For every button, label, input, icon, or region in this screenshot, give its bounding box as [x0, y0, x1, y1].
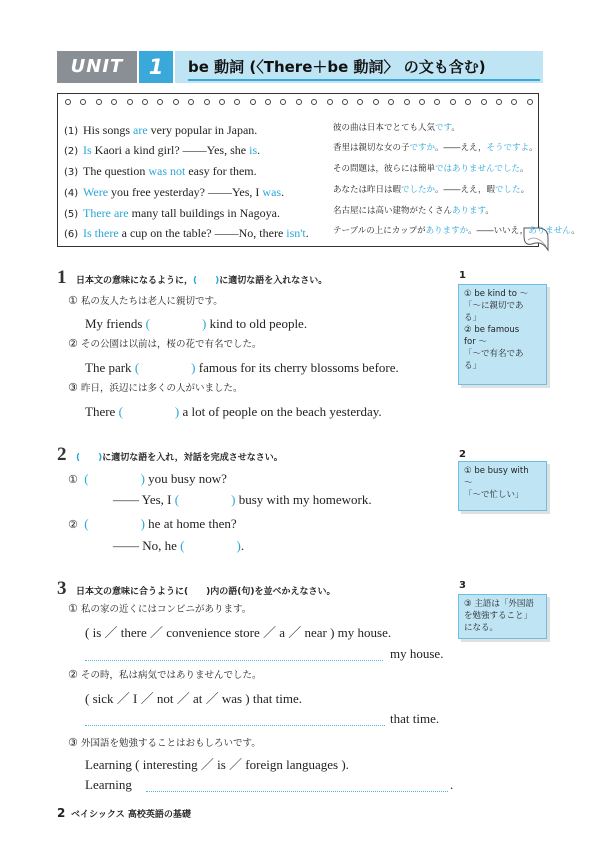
example-english — [83, 206, 280, 220]
highlight-text: was not — [148, 164, 186, 178]
example-number: (2) — [64, 146, 79, 157]
text-segment: . — [305, 226, 309, 240]
binder-dot — [327, 99, 333, 105]
highlight-text: Were — [83, 185, 109, 199]
sentence-end: famous for its cherry blossoms before. — [198, 360, 399, 375]
highlight-text: です — [435, 123, 452, 133]
highlight-text: is — [249, 143, 258, 157]
unit-title: be 動詞 (〈There＋be 動詞〉 の文も含む) — [188, 58, 486, 76]
item-number: ② — [68, 337, 78, 350]
text-segment: a cup on the table? ――No, there — [118, 226, 287, 240]
example-japanese — [333, 141, 538, 153]
example-number: (5) — [64, 209, 79, 220]
scrambled-words: Learning ( interesting ／ is ／ foreign languages ). — [85, 757, 349, 772]
example-japanese — [333, 183, 529, 195]
answer-blank[interactable]: ( ) — [84, 471, 145, 486]
binder-dot — [188, 99, 194, 105]
text-segment: に適切な語を入れなさい。 — [219, 276, 328, 286]
question-text: 昨日，浜辺には多くの人がいました。 — [81, 383, 243, 394]
note-label: 1 — [459, 270, 466, 281]
answer-line — [113, 489, 372, 508]
sentence-start: ―― No, he — [113, 538, 177, 553]
section-title — [76, 273, 327, 286]
text-segment: 日本文の意味になるように， — [76, 276, 194, 286]
question-text: その公園は以前は，桜の花で有名でした。 — [81, 339, 262, 350]
text-segment: 。 — [571, 226, 580, 236]
note-line: になる。 — [464, 623, 499, 633]
text-segment: The question — [83, 164, 149, 178]
binder-dot — [234, 99, 240, 105]
text-segment: you free yesterday? ――Yes, I — [108, 185, 263, 199]
unit-number: 1 — [139, 51, 173, 83]
binder-dot — [450, 99, 456, 105]
binder-dot — [65, 99, 71, 105]
sentence-end: my house. — [390, 646, 444, 661]
note-line: る」 — [464, 313, 482, 323]
text-segment: 名古屋には高い建物がたくさん — [333, 206, 453, 216]
sentence-start: ―― Yes, I — [113, 492, 172, 507]
note-label: 2 — [459, 449, 466, 460]
book-title: ベイシックス 高校英語の基礎 — [71, 810, 191, 820]
note-line: ① be kind to ～ — [464, 289, 529, 299]
text-segment: 。――ええ， — [435, 143, 487, 153]
highlight-text: でした — [495, 185, 521, 195]
binder-dot — [527, 99, 533, 105]
answer-line[interactable] — [85, 660, 383, 661]
note-line: 「～で忙しい」 — [464, 490, 524, 500]
highlight-text: ( ) — [76, 453, 103, 463]
sentence-start: The park — [85, 360, 132, 375]
binder-dot — [511, 99, 517, 105]
highlight-text: でしたか — [401, 185, 436, 195]
text-segment: 。 — [485, 206, 494, 216]
note-line: ① be busy with — [464, 466, 529, 476]
text-segment: 。 — [520, 164, 529, 174]
sentence-end: he at home then? — [148, 516, 237, 531]
binder-dot — [265, 99, 271, 105]
binder-dots — [65, 97, 533, 107]
sentence-end: a lot of people on the beach yesterday. — [182, 404, 382, 419]
highlight-text: そうですよ — [486, 143, 530, 153]
highlight-text: Is — [83, 143, 92, 157]
binder-dot — [173, 99, 179, 105]
highlight-text: was — [262, 185, 282, 199]
sentence-start: Learning — [85, 777, 132, 792]
binder-dot — [296, 99, 302, 105]
binder-dot — [157, 99, 163, 105]
binder-dot — [280, 99, 286, 105]
question-prompt — [68, 380, 243, 394]
binder-dot — [127, 99, 133, 105]
answer-line — [113, 535, 244, 554]
section-number: 3 — [57, 578, 67, 599]
binder-dot — [373, 99, 379, 105]
answer-line — [85, 313, 307, 332]
text-segment: Kaori a kind girl? ――Yes, she — [91, 143, 250, 157]
example-english — [83, 185, 284, 199]
item-number: ② — [68, 518, 78, 531]
answer-line — [85, 357, 399, 376]
text-segment: 。――ええ，暇 — [435, 185, 496, 195]
note-line: ③ 主語は「外国語 — [464, 599, 534, 609]
highlight-text: ありますか — [425, 226, 469, 236]
note-line: を勉強すること」 — [464, 611, 533, 621]
text-segment: 香里は親切な女の子 — [333, 143, 410, 153]
text-segment: 。 — [529, 143, 538, 153]
section-number: 2 — [57, 444, 67, 465]
sentence-end: that time. — [390, 711, 440, 726]
text-segment: easy for them. — [185, 164, 257, 178]
binder-dot — [142, 99, 148, 105]
answer-line — [68, 468, 227, 487]
highlight-text: ですか — [409, 143, 436, 153]
hint-note — [458, 461, 547, 511]
item-number: ② — [68, 668, 78, 681]
question-prompt — [68, 601, 251, 615]
item-number: ① — [68, 294, 78, 307]
note-line: for ～ — [464, 337, 487, 347]
sentence-end: . — [240, 538, 245, 553]
highlight-text: あります — [452, 206, 486, 216]
highlight-text: ( ) — [193, 276, 220, 286]
text-segment: に適切な語を入れ，対話を完成させなさい。 — [102, 453, 283, 463]
text-segment: . — [281, 185, 285, 199]
question-text: 私の家の近くにはコンビニがあります。 — [81, 604, 252, 615]
item-number: ③ — [68, 736, 78, 749]
hint-note — [458, 284, 547, 385]
section-number: 1 — [57, 267, 67, 288]
example-english — [83, 164, 257, 178]
binder-dot — [80, 99, 86, 105]
text-segment: very popular in Japan. — [147, 123, 258, 137]
section-title — [76, 450, 283, 463]
example-number: (4) — [64, 188, 79, 199]
answer-line[interactable] — [85, 725, 385, 726]
note-label: 3 — [459, 580, 466, 591]
example-row — [64, 222, 309, 240]
scrambled-words: ( is ／ there ／ convenience store ／ a ／ near ) my house. — [85, 625, 392, 640]
item-number: ① — [68, 473, 78, 486]
note-line: る」 — [464, 361, 482, 371]
binder-dot — [496, 99, 502, 105]
page-number: 2 — [57, 806, 66, 820]
item-number: ③ — [68, 381, 78, 394]
text-segment: 。 — [451, 123, 460, 133]
question-prompt — [68, 735, 261, 749]
answer-blank[interactable]: ( ) — [134, 360, 196, 375]
sentence-end: busy with my homework. — [238, 492, 372, 507]
binder-dot — [388, 99, 394, 105]
text-segment: 。――いいえ， — [468, 226, 529, 236]
answer-line — [85, 401, 382, 420]
binder-dot — [219, 99, 225, 105]
question-text: 外国語を勉強することはおもしろいです。 — [81, 738, 261, 749]
text-segment: His songs — [83, 123, 134, 137]
binder-dot — [419, 99, 425, 105]
highlight-text: are — [133, 123, 148, 137]
text-segment: 彼の曲は日本でとても人気 — [333, 123, 436, 133]
example-japanese — [333, 204, 494, 216]
binder-dot — [250, 99, 256, 105]
example-japanese — [333, 162, 529, 174]
example-number: (6) — [64, 229, 79, 240]
hint-note — [458, 594, 547, 639]
highlight-text: Is there — [83, 226, 119, 240]
question-prompt — [68, 336, 262, 350]
example-english — [83, 226, 309, 240]
example-japanese — [333, 224, 580, 236]
text-segment: . — [257, 143, 261, 157]
text-segment: 日本文の意味に合うように( )内の語(句)を並べかえなさい。 — [76, 587, 336, 597]
item-number: ① — [68, 602, 78, 615]
binder-dot — [342, 99, 348, 105]
binder-dot — [96, 99, 102, 105]
unit-label: UNIT — [57, 51, 137, 83]
example-row — [64, 202, 280, 220]
answer-blank[interactable]: ( ) — [180, 538, 241, 553]
text-segment: 。 — [520, 185, 530, 195]
note-line: ～ — [464, 478, 473, 488]
answer-line — [68, 513, 237, 532]
example-row — [64, 119, 257, 137]
binder-dot — [111, 99, 117, 105]
answer-blank[interactable]: ( ) — [145, 316, 207, 331]
binder-dot — [481, 99, 487, 105]
example-row — [64, 139, 260, 157]
example-number: (3) — [64, 167, 79, 178]
unit-title-underline — [188, 79, 540, 81]
answer-line[interactable] — [146, 791, 448, 792]
note-line: 「～で有名であ — [464, 349, 524, 359]
example-row — [64, 160, 257, 178]
highlight-text: ではありませんでした — [435, 164, 521, 174]
sentence-end: . — [450, 777, 454, 792]
answer-blank[interactable]: ( ) — [118, 404, 180, 419]
example-english — [83, 123, 257, 137]
text-segment: many tall buildings in Nagoya. — [128, 206, 280, 220]
scrambled-words: ( sick ／ I ／ not ／ at ／ was ) that time. — [85, 691, 302, 706]
binder-dot — [357, 99, 363, 105]
text-segment: その問題は，彼らには簡単 — [333, 164, 436, 174]
binder-dot — [465, 99, 471, 105]
answer-blank[interactable]: ( ) — [174, 492, 236, 507]
note-line: 「～に親切であ — [464, 301, 524, 311]
example-japanese — [333, 121, 460, 133]
highlight-text: isn't — [286, 226, 306, 240]
text-segment: テーブルの上にカップが — [333, 226, 426, 236]
question-text: その時，私は病気ではありませんでした。 — [81, 670, 262, 681]
question-prompt — [68, 293, 223, 307]
sentence-end: you busy now? — [148, 471, 227, 486]
highlight-text: There are — [83, 206, 129, 220]
text-segment: あなたは昨日は暇 — [333, 185, 402, 195]
sentence-start: My friends — [85, 316, 143, 331]
highlight-text: ありません — [528, 226, 572, 236]
example-english — [83, 143, 260, 157]
example-row — [64, 181, 284, 199]
sentence-start: There — [85, 404, 116, 419]
question-text: 私の友人たちは老人に親切です。 — [81, 296, 223, 307]
binder-dot — [204, 99, 210, 105]
answer-blank[interactable]: ( ) — [84, 516, 145, 531]
binder-dot — [404, 99, 410, 105]
sentence-end: kind to old people. — [209, 316, 308, 331]
section-title — [76, 584, 335, 597]
binder-dot — [311, 99, 317, 105]
binder-dot — [434, 99, 440, 105]
example-number: (1) — [64, 126, 79, 137]
note-line: ② be famous — [464, 325, 520, 335]
question-prompt — [68, 667, 262, 681]
